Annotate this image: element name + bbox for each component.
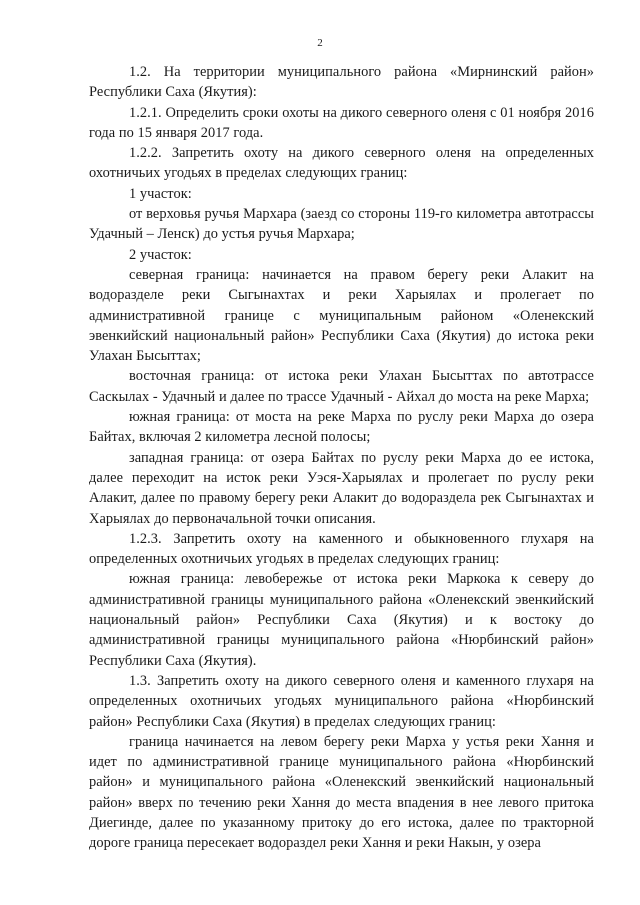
paragraph-eastern-border: восточная граница: от истока реки Улахан Бысыттах по автотрассе Саскылах - Удачный и далее по трассе Удачный - Айхал до моста на реке Марха; [89, 368, 594, 405]
paragraph-1-2-2: 1.2.2. Запретить охоту на дикого северного оленя на определенных охотничьих угодьях в пределах следующих границ: [89, 145, 594, 182]
page-number: 2 [317, 37, 323, 49]
paragraph-plot-2-heading: 2 участок: [129, 246, 192, 263]
paragraph-1-2: 1.2. На территории муниципального района «Мирнинский район» Республики Саха (Якутия): [89, 64, 594, 101]
paragraph-plot-1-description: от верховья ручья Мархара (заезд со стороны 119-го километра автотрассы Удачный – Ленск) до устья ручья Мархара; [89, 206, 594, 243]
paragraph-southern-border: южная граница: от моста на реке Марха по руслу реки Марха до озера Байтах, включая 2 километра лесной полосы; [89, 409, 594, 446]
paragraph-northern-border: северная граница: начинается на правом берегу реки Алакит на водоразделе реки Сыгынахтах и реки Харыялах и пролегает по административной границе с муниципальным районом «Оленекский эвенкийский национальный район» Республики Саха (Якутия) до истока реки Улахан Бысыттах; [89, 266, 594, 365]
paragraph-western-border: западная граница: от озера Байтах по руслу реки Марха до ее истока, далее переходит на исток реки Уэся-Харыялах и пролегает по руслу реки Алакит, далее по правому берегу реки Алакит до водораздела рек Сыгынахтах и Харыялах до первоначальной точки описания. [89, 449, 594, 527]
document-body [89, 62, 594, 854]
paragraph-capercaillie-southern-border: южная граница: левобережье от истока реки Маркока к северу до административной границы муниципального района «Оленекский эвенкийский национальный район» Республики Саха (Якутия) и к востоку до административной границы муниципального района «Нюрбинский район» Республики Саха (Якутия). [89, 571, 594, 669]
paragraph-1-2-3: 1.2.3. Запретить охоту на каменного и обыкновенного глухаря на определенных охотничьих угодьях в пределах следующих границ: [89, 530, 594, 568]
paragraph-plot-1-heading: 1 участок: [129, 185, 192, 202]
paragraph-1-2-1: 1.2.1. Определить сроки охоты на дикого северного оленя с 01 ноября 2016 года по 15 января 2017 года. [89, 104, 594, 141]
paragraph-1-3: 1.3. Запретить охоту на дикого северного оленя и каменного глухаря на определенных охотничьих угодьях муниципального района «Нюрбинский район» Республики Саха (Якутия) в пределах следующих границ: [89, 672, 594, 730]
paragraph-1-3-border-description: граница начинается на левом берегу реки Марха у устья реки Хання и идет по административной границе муниципального района «Нюрбинский район» и муниципального района «Оленекский эвенкийский национальный район» вверх по течению реки Хання до места впадения в нее левого притока Диегинде, далее по указанному притоку до его истока, далее по тракторной дороге граница пересекает водораздел реки Хання и реки Накын, у озера [89, 733, 594, 852]
